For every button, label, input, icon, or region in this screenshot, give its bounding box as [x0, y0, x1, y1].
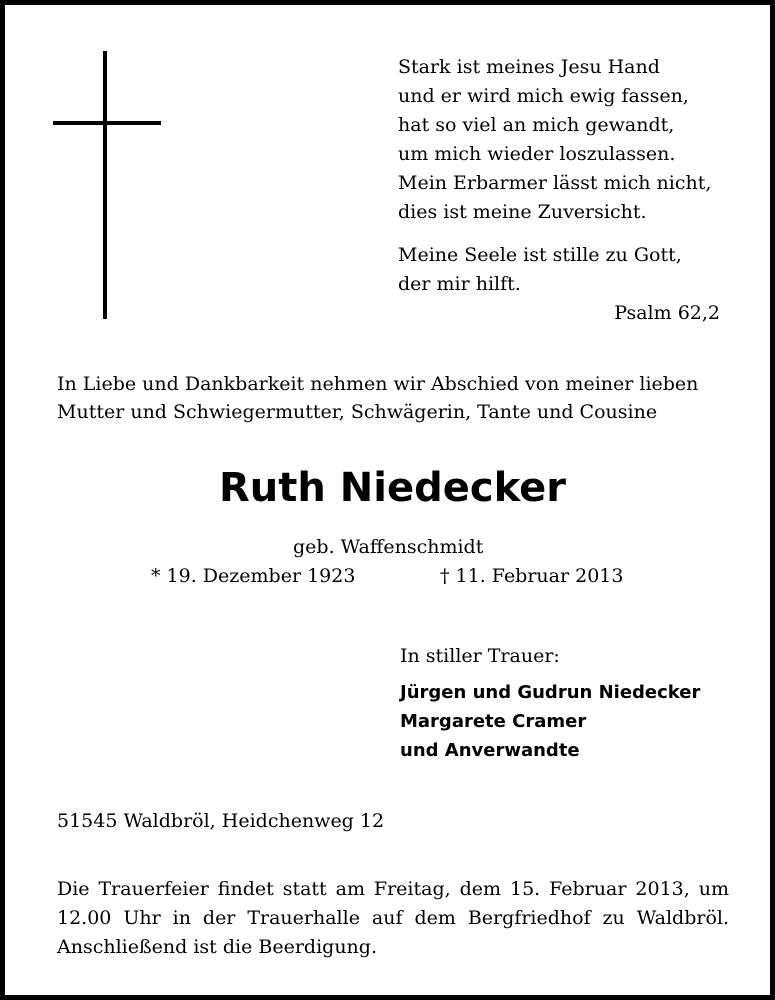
birth-date: * 19. Dezember 1923: [151, 565, 356, 587]
intro-line: Mutter und Schwiegermutter, Schwägerin, Tante und Cousine: [57, 401, 658, 423]
intro-line: In Liebe und Dankbarkeit nehmen wir Abschied von meiner lieben: [57, 373, 699, 395]
verse-line: Stark ist meines Jesu Hand: [398, 56, 660, 78]
cross-horizontal-bar: [53, 121, 161, 125]
verse-line: Mein Erbarmer lässt mich nicht,: [398, 172, 712, 194]
deceased-name: Ruth Niedecker: [219, 465, 566, 511]
psalm-line: der mir hilft.: [398, 273, 521, 295]
psalm-quote: [398, 241, 728, 299]
mourning-label: In stiller Trauer:: [400, 645, 560, 667]
verse-line: dies ist meine Zuversicht.: [398, 201, 647, 223]
verse-line: und er wird mich ewig fassen,: [398, 85, 689, 107]
mourner-name: Margarete Cramer: [400, 711, 587, 732]
funeral-line: Anschließend ist die Beerdigung.: [57, 936, 377, 958]
psalm-reference: Psalm 62,2: [614, 302, 720, 324]
mourners-list: [400, 678, 700, 765]
funeral-info: [57, 875, 729, 962]
mourner-name: und Anverwandte: [400, 740, 580, 761]
hymn-verse: [398, 53, 728, 328]
maiden-name: geb. Waffenschmidt: [293, 536, 484, 558]
cross-icon: [53, 51, 161, 319]
family-address: 51545 Waldbröl, Heidchenweg 12: [57, 810, 385, 832]
farewell-intro: [57, 370, 737, 426]
verse-line: um mich wieder loszulassen.: [398, 143, 676, 165]
cross-vertical-bar: [103, 51, 107, 319]
funeral-line: 12.00 Uhr in der Trauerhalle auf dem Bergfriedhof zu Waldbröl.: [57, 907, 729, 929]
mourner-name: Jürgen und Gudrun Niedecker: [400, 682, 701, 703]
funeral-line: Die Trauerfeier findet statt am Freitag, dem 15. Februar 2013, um: [57, 878, 729, 900]
verse-line: hat so viel an mich gewandt,: [398, 114, 675, 136]
death-date: † 11. Februar 2013: [440, 565, 624, 587]
psalm-line: Meine Seele ist stille zu Gott,: [398, 244, 682, 266]
